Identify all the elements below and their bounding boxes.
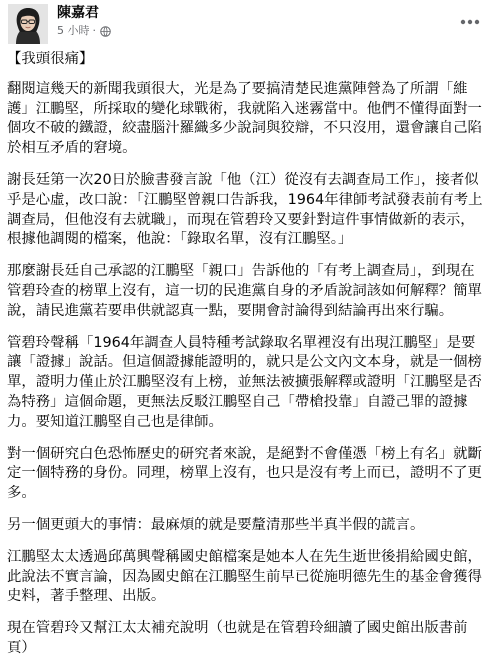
post-meta	[57, 24, 111, 38]
post-timestamp[interactable]: 5 小時	[57, 24, 90, 37]
avatar-photo	[8, 4, 48, 44]
post-paragraph: 對一個研究白色恐怖歷史的研究者來說，是絕對不會僅憑「榜上有名」就斷定一個特務的身份。同理，榜單上沒有，也只是沒有考上而已，證明不了更多。	[7, 445, 482, 502]
post-body	[7, 50, 483, 671]
author-name[interactable]: 陳嘉君	[57, 5, 99, 21]
post-header	[0, 0, 493, 52]
author-avatar[interactable]	[8, 4, 48, 44]
meta-separator: ·	[92, 24, 96, 37]
post-paragraph: 現在管碧玲又幫江太太補充說明（也就是在管碧玲細讀了國史館出版書前頁）	[7, 620, 468, 656]
more-horizontal-icon	[460, 19, 480, 25]
post-paragraph: 另一個更頭大的事情：最麻煩的就是要釐清那些半真半假的謊言。	[7, 516, 425, 533]
post-title: 【我頭很痛】	[7, 51, 94, 67]
post-paragraph: 那麼謝長廷自己承認的江鵬堅「親口」告訴他的「有考上調查局」，到現在管碧玲查的榜單上沒有，這一切的民進黨自身的矛盾說詞該如何解釋？簡單說，請民進黨若要串供就認真一點，要開會討論得到結論再出來行騙。	[7, 263, 482, 319]
post-paragraph: 江鵬堅太太透過邱萬興聲稱國史館檔案是她本人在先生逝世後捐給國史館，此說法不實言論，因為國史館在江鵬堅生前早已從施明德先生的基金會獲得史料，著手整理、出版。	[7, 548, 482, 605]
post-paragraph: 謝長廷第一次20日於臉書發言說「他（江）從沒有去調查局工作」，接者似乎是心虛，改口說：「江鵬堅曾親口告訴我，1964年律師考試發表前有考上調查局，但他沒有去就職」，而現在管碧玲又要針對這件事情做新的表示，根據他調閱的檔案，他說：「錄取名單，沒有江鵬堅。」	[7, 171, 483, 248]
globe-icon	[100, 26, 111, 37]
post-paragraph: 翻閱這幾天的新聞我頭很大，光是為了要搞清楚民進黨陣營為了所謂「維護」江鵬堅，所採取的變化球戰術，我就陷入迷霧當中。他們不懂得面對一個攻不破的鐵證，絞盡腦汁羅織多少說詞與狡辯，不只沒用，還會讓自己陷於相互矛盾的窘境。	[7, 80, 482, 157]
more-options-button[interactable]	[454, 6, 486, 38]
post-paragraph: 管碧玲聲稱「1964年調查人員特種考試錄取名單裡沒有出現江鵬堅」是要讓「證據」說話。但這個證據能證明的，就只是公文內文本身，就是一個榜單，證明力僅止於江鵬堅沒有上榜，並無法被擴張解釋或證明「江鵬堅是否為特務」這個命題，更無法反駁江鵬堅自己「帶槍投靠」自證己罪的證據力。要知道江鵬堅自己也是律師。	[7, 334, 482, 430]
